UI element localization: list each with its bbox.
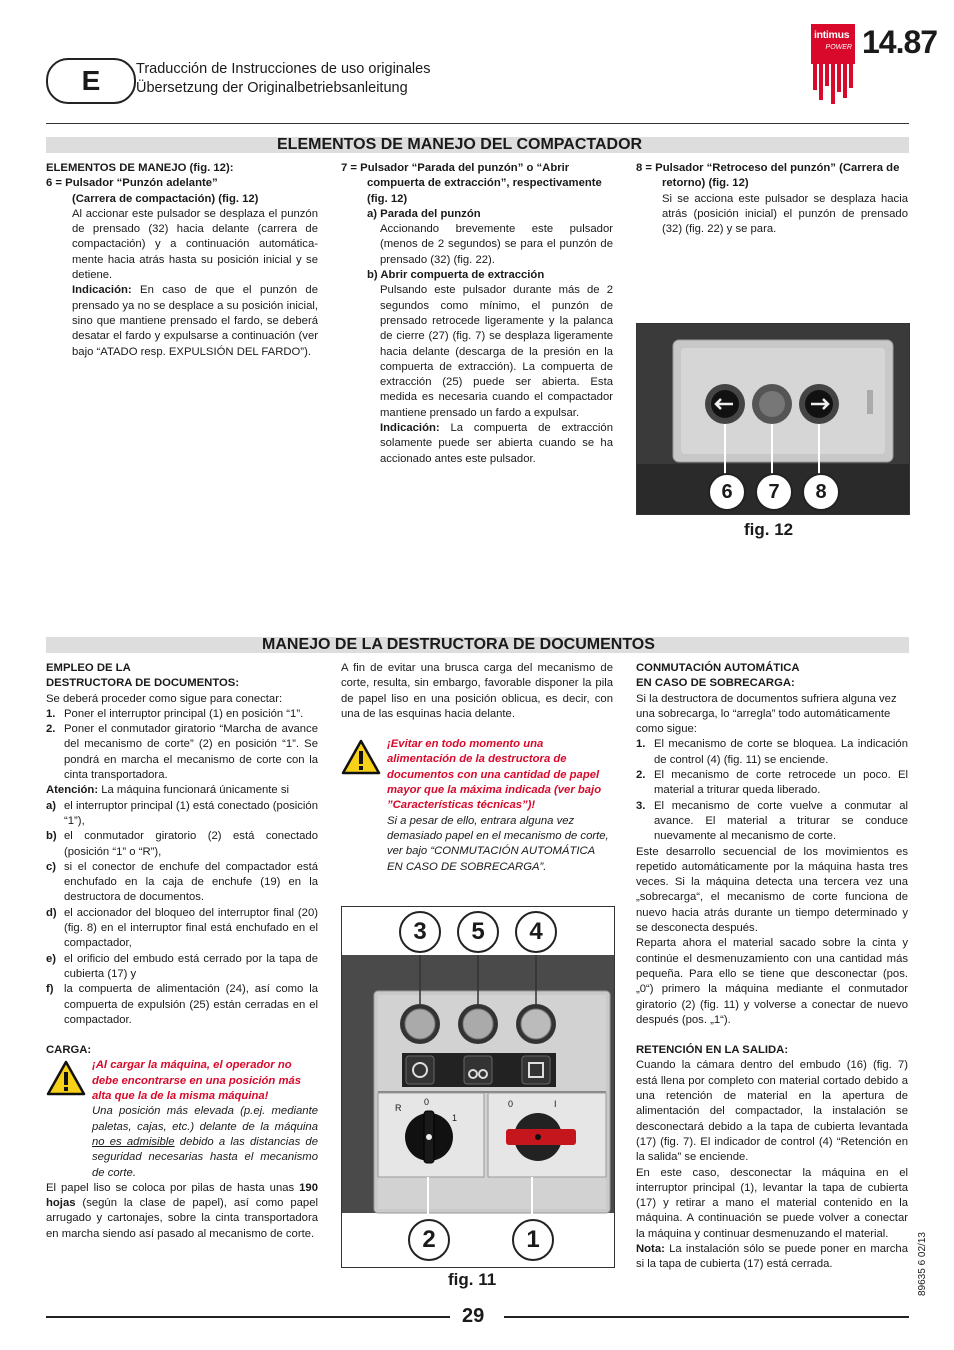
footer-rule-right (504, 1316, 909, 1318)
use-step-1: 1. Poner el interruptor principal (1) en posición “1”. (46, 707, 304, 720)
logo-sub: POWER (825, 44, 852, 51)
section-title-compactor: ELEMENTOS DE MANEJO DEL COMPACTADOR (277, 136, 643, 153)
item-6-note: Indicación: En caso de que el punzón de prensado ya no se desplace a su posición inicial, sino que mantiene prensado el fardo, se deberá desatar el fardo y expulsarse a continuación (ver bajo “ATADO resp. EXPULSIÓN DEL FARDO”). (72, 284, 318, 358)
callout-1: 1 (512, 1219, 554, 1261)
item-6-text: Al accionar este pulsador se desplaza el punzón de prensado (32) hacia delante (carrera de compactación) y a continuación automática-mente hacia atrás hasta su posición inicial y se detiene. (72, 207, 318, 282)
callout-5: 5 (457, 911, 499, 953)
load-warning-title: ¡Al cargar la máquina, el operador no debe encontrarse en una posición más alta que la de la misma máquina! (92, 1059, 302, 1103)
figure-12-button-panel (636, 323, 910, 515)
header-line-1: Traducción de Instrucciones de uso originales (136, 61, 431, 77)
header-rule (46, 123, 909, 124)
logo-brand: intimus (814, 29, 850, 41)
overfeed-warning-title: ¡Evitar en todo momento una alimentación de la destructora de documentos con una cantidad de papel mayor que la máxima indicada (ver bajo ”Características técnicas”)! (387, 738, 602, 812)
condition-b: b) el conmutador giratorio (2) está conectado (posición “1” o “R”), (46, 830, 318, 858)
footer-rule-left (46, 1316, 450, 1318)
item-7a-text: Accionando brevemente este pulsador (menos de 2 segundos) se para el punzón de prensado (32) (fig. 22). (380, 223, 613, 266)
compactor-col-1 (46, 161, 318, 360)
callout-7: 7 (755, 473, 793, 511)
load-heading: CARGA: (46, 1044, 92, 1057)
switch-2-mark-r: R (395, 1103, 402, 1113)
item-8-title: 8 = Pulsador “Retroceso del punzón” (Carrera de retorno) (fig. 12) (636, 162, 900, 190)
overfeed-warning (341, 737, 613, 875)
model-number: 14.87 (862, 24, 938, 60)
overload-step-3: 3. El mecanismo de corte vuelve a conmutar al avance. El material a triturar se conduce nuevamente al mecanismo de corte. (636, 799, 908, 843)
condition-a: a) el interruptor principal (1) está conectado (posición “1”), (46, 799, 318, 827)
switch-1-mark-0: 0 (508, 1099, 514, 1109)
warning-triangle-icon (46, 1060, 86, 1096)
overload-para-1: Este desarrollo secuencial de los movimientos es repetido automáticamente por la máquina hasta tres veces. Si la máquina detecta una tercera vez una „sobrecarga“, el mecanismo de corte funciona de nuevo hacia atrás durante un tiempo determinado y se desconecta después. (636, 845, 908, 935)
load-warning (46, 1058, 318, 1180)
figure-12-label: fig. 12 (744, 520, 794, 539)
shred-strips-icon (811, 64, 855, 106)
condition-c: c) si el conector de enchufe del compactador está enchufado en la caja de enchufe (19) en la destructora de documentos. (46, 860, 318, 904)
shredder-col-3 (636, 661, 908, 1273)
language-badge: E (46, 58, 136, 104)
load-warning-text: Una posición más elevada (p.ej. mediante paletas, cajas, etc.) delante de la máquina no es admisible debido a las distancias de seguridad necesarias hasta el mecanismo de corte. (92, 1105, 318, 1179)
compactor-col-3 (636, 161, 908, 237)
item-7b-text: Pulsando este pulsador durante más de 2 segundos como mínimo, el punzón de prensado retrocede ligeramente y la palanca de cierre (27) (fig. 7) se desplaza ligeramente hacia delante (descarga de la presión en la compuerta de extracción). La compuerta de extracción (25) puede ser abierta. Esta medida es necesaria cuando el compactador mantiene prensado un fardo a expulsar. (380, 284, 613, 419)
shredder-col-2 (341, 661, 613, 875)
use-heading-2: DESTRUCTORA DE DOCUMENTOS: (46, 677, 240, 690)
overload-heading-1: CONMUTACIÓN AUTOMÁTICA (636, 662, 800, 674)
callout-8: 8 (802, 473, 840, 511)
use-intro: Se deberá proceder como sigue para conectar: (46, 692, 283, 705)
use-heading-1: EMPLEO DE LA (46, 662, 131, 674)
feed-intro: A fin de evitar una brusca carga del mecanismo de corte, resulta, sin embargo, favorable disponer la pila de papel liso en una posición oblicua, es decir, con una de las esquinas hacia delante. (341, 662, 613, 720)
warning-triangle-icon (341, 739, 381, 775)
callout-4: 4 (515, 911, 557, 953)
item-7b-title: b) Abrir compuerta de extracción (367, 269, 545, 282)
controls-heading: ELEMENTOS DE MANEJO (fig. 12): (46, 162, 234, 174)
condition-e: e) el orificio del embudo está cerrado por la tapa de cubierta (17) y (46, 952, 318, 980)
switch-2-mark-0: 0 (424, 1097, 430, 1107)
overload-para-2: Reparta ahora el material sacado sobre la cinta y continúe el desmenuzamiento con una cantidad más pequeña. Para ello se tiene que desconectar (pos. „0“) primero la máquina mediante el conmutador giratorio (2) (fig. 11) y volverse a conectar de nuevo después (pos. „1“). (636, 937, 908, 1026)
compactor-col-2 (341, 161, 613, 467)
retention-note: Nota: La instalación sólo se puede poner en marcha si la tapa de cubierta (17) está cerrada. (636, 1242, 908, 1271)
page-number: 29 (462, 1305, 485, 1327)
callout-3: 3 (399, 911, 441, 953)
attention-note: Atención: La máquina funcionará únicamente si (46, 784, 290, 797)
item-7a-title: a) Parada del punzón (367, 207, 481, 220)
figure-11-label: fig. 11 (448, 1270, 497, 1289)
figure-11-control-panel (341, 906, 615, 1268)
retention-para-1: Cuando la cámara dentro del embudo (16) (fig. 7) está llena por completo con material cortado debido a una retención de material en la apertura de alimentación del compactador, la instalación se desconectará debido a la tapa de cubierta levantada (17) (fig. 7). El indicador de control (4) “Retención en la salida” se enciende. (636, 1059, 908, 1164)
overload-heading-2: EN CASO DE SOBRECARGA: (636, 677, 795, 690)
section-title-shredder: MANEJO DE LA DESTRUCTORA DE DOCUMENTOS (262, 636, 655, 653)
item-7-note: Indicación: La compuerta de extracción solamente puede ser abierta cuando se ha accionado antes este pulsador. (380, 422, 613, 465)
retention-heading: RETENCIÓN EN LA SALIDA: (636, 1044, 789, 1057)
callout-2: 2 (408, 1219, 450, 1261)
document-code: 89635 6 02/13 (917, 1232, 928, 1296)
overload-step-1: 1. El mecanismo de corte se bloquea. La indicación de control (4) (fig. 11) se enciende. (636, 738, 908, 766)
overfeed-warning-text: Si a pesar de ello, entrara alguna vez demasiado papel en el mecanismo de corte, ver bajo “CONMUTACIÓN AUTOMÁTICA EN CASO DE SOBRECARGA”. (387, 814, 609, 873)
condition-f: f) la compuerta de alimentación (24), así como la compuerta de expulsión (25) están cerradas en el compactador. (46, 983, 318, 1026)
use-step-2: 2. Poner el conmutador giratorio “Marcha de avance del mecanismo de corte” (2) en posición “1”. Se pondrá en marcha el mecanismo de corte con la cinta transportadora. (46, 723, 318, 782)
shredder-panel-photo (342, 907, 614, 1267)
overload-step-2: 2. El mecanismo de corte retrocede un poco. El material a triturar queda liberado. (636, 769, 908, 797)
retention-para-2: En este caso, desconectar la máquina en el interruptor principal (1), levantar la tapa de cubierta (17) y retirar a mano el material contenido en la máquina. A continuación se puede volver a conectar la máquina y continuar desmenuzando el material. (636, 1166, 908, 1240)
item-7-title: 7 = Pulsador “Parada del punzón” o “Abrir compuerta de extracción”, respectivamente (fig. 12) (341, 162, 602, 205)
switch-2-mark-1: 1 (452, 1113, 458, 1123)
load-text: El papel liso se coloca por pilas de hasta unas 190 hojas (según la clase de papel), así como papel arrugado y cartonajes, sobre la cinta transportadora en marcha siendo así pasado al mecanismo de corte. (46, 1181, 318, 1240)
overload-intro: Si la destructora de documentos sufriera alguna vez una sobrecarga, lo “arregla” todo automáticamente como sigue: (636, 692, 897, 736)
item-8-text: Si se acciona este pulsador se desplaza hacia atrás (posición inicial) el punzón de prensado (32) (fig. 22) y se para. (662, 192, 908, 236)
header-line-2: Übersetzung der Originalbetriebsanleitung (136, 80, 408, 96)
shredder-col-1 (46, 661, 318, 1242)
callout-6: 6 (708, 473, 746, 511)
condition-d: d) el accionador del bloqueo del interruptor final (20) (fig. 8) en el interruptor final está enchufado en el compactador, (46, 906, 318, 950)
item-6-subtitle: (Carrera de compactación) (fig. 12) (72, 192, 259, 205)
item-6-title: 6 = Pulsador “Punzón adelante” (46, 177, 218, 190)
intimus-logo (811, 24, 855, 64)
switch-1-mark-i: I (554, 1099, 557, 1109)
